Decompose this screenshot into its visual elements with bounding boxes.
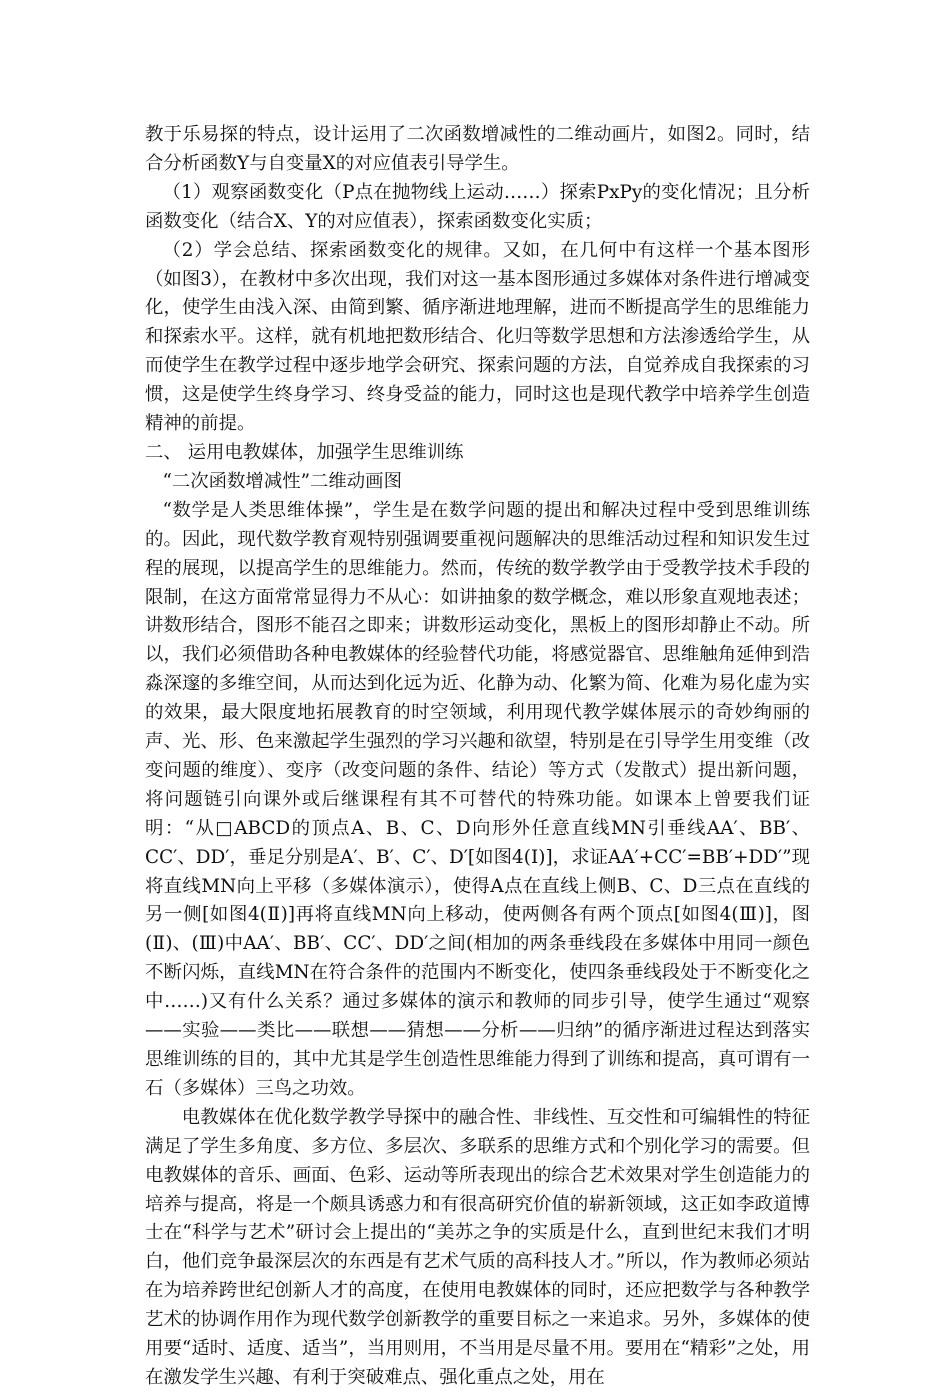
section-heading: 二、 运用电教媒体，加强学生思维训练	[145, 441, 464, 463]
paragraph-step-1: （1）观察函数变化（P点在抛物线上运动……）探索PxPy的变化情况；且分析函数变化（结合X、Y的对应值表），探索函数变化实质；	[145, 181, 810, 232]
figure-caption: “二次函数增减性”二维动画图	[162, 470, 402, 492]
paragraph-step-2: （2）学会总结、探索函数变化的规律。又如，在几何中有这样一个基本图形（如图3），在教材中多次出现，我们对这一基本图形通过多媒体对条件进行增减变化，使学生由浅入深、由简到繁、循序渐进地理解，进而不断提高学生的思维能力和探索水平。这样，就有机地把数形结合、化归等数学思想和方法渗透给学生，从而使学生在教学过程中逐步地学会研究、探索问题的方法，自觉养成自我探索的习惯，这是使学生终身学习、终身受益的能力，同时这也是现代教学中培养学生创造精神的前提。	[145, 239, 810, 435]
paragraph-thinking-training: “数学是人类思维体操”，学生是在数学问题的提出和解决过程中受到思维训练的。因此，现代数学教育观特别强调要重视问题解决的思维活动过程和知识发生过程的展现，以提高学生的思维能力。然而，传统的数学教学由于受教学技术手段的限制，在这方面常常显得力不从心：如讲抽象的数学概念，难以形象直观地表述；讲数形结合，图形不能召之即来；讲数形运动变化，黑板上的图形却静止不动。所以，我们必须借助各种电教媒体的经验替代功能，将感觉器官、思维触角延伸到浩淼深邃的多维空间，从而达到化远为近、化静为动、化繁为简、化难为易化虚为实的效果，最大限度地拓展教育的时空领域，利用现代教学媒体展示的奇妙绚丽的声、光、形、色来激起学生强烈的学习兴趣和欲望，特别是在引导学生用变维（改变问题的维度）、变序（改变问题的条件、结论）等方式（发散式）提出新问题，将问题链引向课外或后继课程有其不可替代的特殊功能。如课本上曾要我们证明：“从□ABCD的顶点A、B、C、D向形外任意直线MN引垂线AA′、BB′、CC′、DD′，垂足分别是A′、B′、C′、D′[如图4(Ⅰ)]，求证AA′+CC′=BB′+DD′”现将直线MN向上平移（多媒体演示），使得A点在直线上侧B、C、D三点在直线的另一侧[如图4(Ⅱ)]再将直线MN向上移动，使两侧各有两个顶点[如图4(Ⅲ)]，图(Ⅱ)、(Ⅲ)中AA′、BB′、CC′、DD′之间(相加的两条垂线段在多媒体中用同一颜色不断闪烁，直线MN在符合条件的范围内不断变化，使四条垂线段处于不断变化之中……)又有什么关系？通过多媒体的演示和教师的同步引导，使学生通过“观察——实验——类比——联想——猜想——分析——归纳”的循序渐进过程达到落实思维训练的目的，其中尤其是学生创造性思维能力得到了训练和提高，真可谓有一石（多媒体）三鸟之功效。	[145, 499, 810, 1099]
paragraph-intro: 教于乐易探的特点，设计运用了二次函数增减性的二维动画片，如图2。同时，结合分析函数Y与自变量X的对应值表引导学生。	[145, 124, 810, 174]
document-page	[145, 121, 810, 1393]
paragraph-media-integration: 电教媒体在优化数学教学导探中的融合性、非线性、互交性和可编辑性的特征满足了学生多角度、多方位、多层次、多联系的思维方式和个别化学习的需要。但电教媒体的音乐、画面、色彩、运动等所表现出的综合艺术效果对学生创造能力的培养与提高，将是一个颇具诱惑力和有很高研究价值的崭新领域，这正如李政道博士在“科学与艺术”研讨会上提出的“美苏之争的实质是什么，直到世纪末我们才明白，他们竞争最深层次的东西是有艺术气质的高科技人才。”所以，作为教师必须站在为培养跨世纪创新人才的高度，在使用电教媒体的同时，还应把数学与各种教学艺术的协调作用作为现代数学创新教学的重要目标之一来追求。另外，多媒体的使用要“适时、适度、适当”，当用则用，不当用是尽量不用。要用在“精彩”之处，用在激发学生兴趣、有利于突破难点、强化重点之处，用在	[145, 1106, 810, 1388]
